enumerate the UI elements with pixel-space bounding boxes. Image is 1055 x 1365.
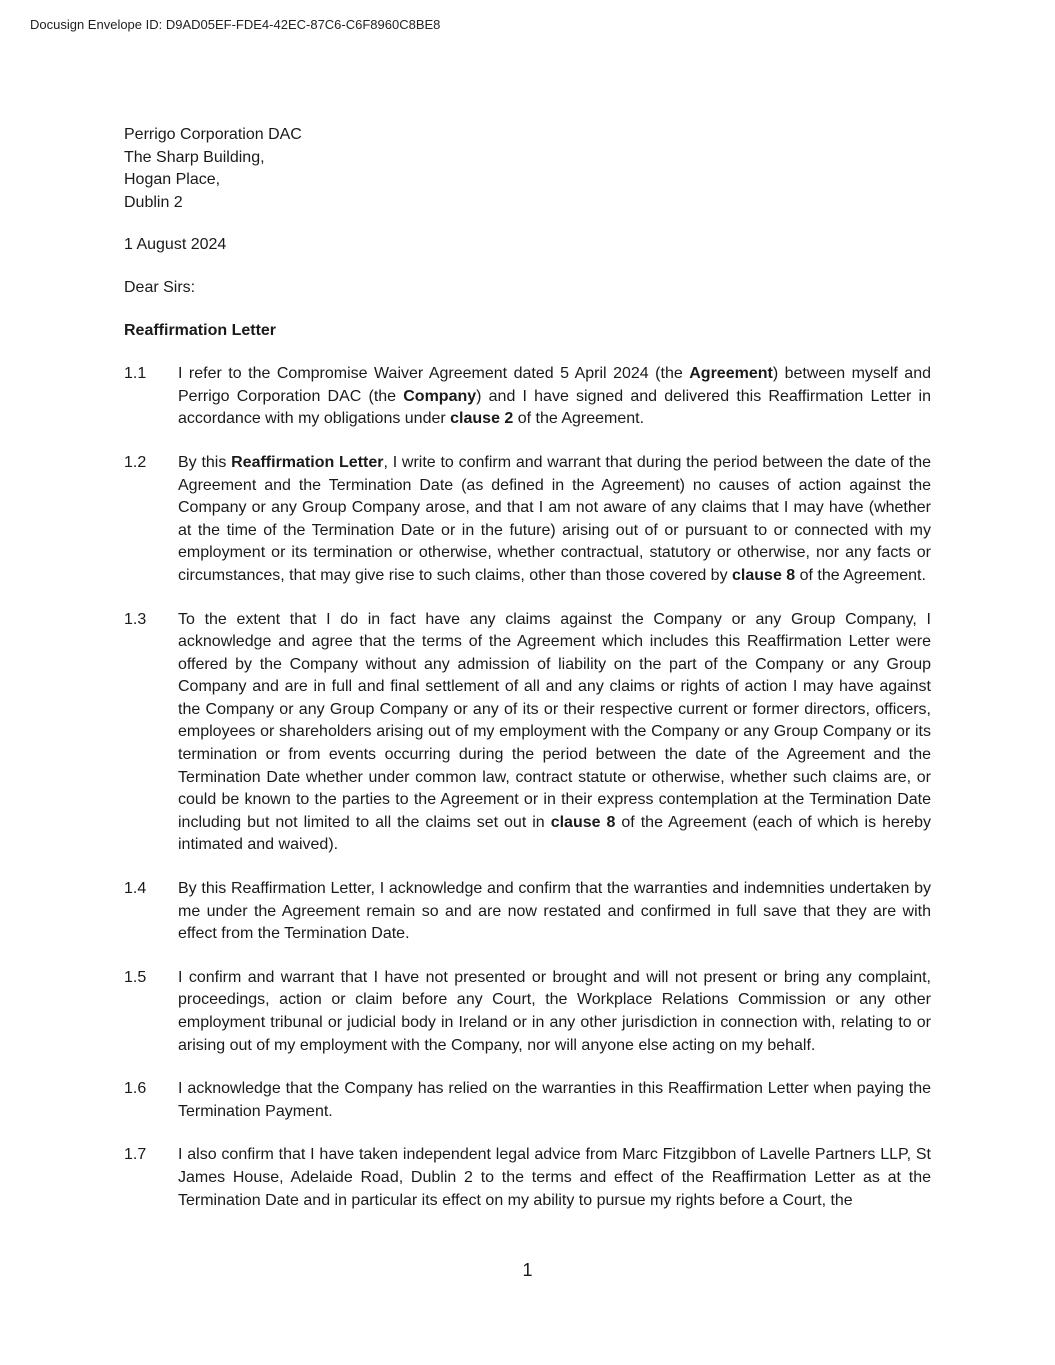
clause-number: 1.3 [124, 610, 147, 628]
clause-text-run: , I write to confirm and warrant that during the period between the date of the Agreement and the Termination Date (as defined in the Agreement) no causes of action against the Company or any Group Company arose, and that I am not aware of any claims that I may have (whether at the time of the Termination Date or in the future) arising out of or pursuant to or connected with my employment or its termination or otherwise, whether contractual, statutory or otherwise, nor any facts or circumstances, that may give rise to such claims, other than those covered by [178, 453, 931, 584]
clause-1-4 [124, 878, 931, 946]
clause-text-run: To the extent that I do in fact have any claims against the Company or any Group Company, I acknowledge and agree that the terms of the Agreement which includes this Reaffirmation Letter were offered by the Company without any admission of liability on the part of the Company or any Group Company and are in full and final settlement of all and any claims or rights of action I may have against the Company or any Group Company or any of its or their respective current or former directors, officers, employees or shareholders arising out of my employment with the Company or any Group Company or its termination or from events occurring during the period between the date of the Agreement and the Termination Date whether under common law, contract statute or otherwise, whether such claims are, or could be known to the parties to the Agreement or in their express contemplation at the Termination Date including but not limited to all the claims set out in [178, 610, 931, 831]
clause-1-7 [124, 1144, 931, 1212]
clause-number: 1.1 [124, 365, 147, 383]
letter-heading: Reaffirmation Letter [124, 321, 277, 339]
clause-text-run: of the Agreement (each of which is hereby intimated and waived). [178, 813, 932, 854]
address-line: Hogan Place, [124, 171, 221, 189]
clause-1-5 [124, 967, 931, 1057]
address-line: The Sharp Building, [124, 148, 265, 166]
address-line: Perrigo Corporation DAC [124, 126, 302, 143]
clause-text-run: ) and I have signed and delivered this Reaffirmation Letter in accordance with my obligations under [178, 387, 932, 428]
clause-text-run: By this Reaffirmation Letter, I acknowledge and confirm that the warranties and indemnities undertaken by me under the Agreement remain so and are now restated and confirmed in full save that they are with effect from the Termination Date. [178, 880, 931, 943]
clause-number: 1.2 [124, 453, 147, 471]
clause-list [124, 363, 931, 1212]
letter-date: 1 August 2024 [124, 236, 227, 254]
clause-text [178, 967, 931, 1057]
page-number: 1 [522, 1260, 533, 1280]
clause-text [178, 878, 931, 946]
envelope-id: Docusign Envelope ID: D9AD05EF-FDE4-42EC-87C6-C6F8960C8BE8 [30, 17, 441, 32]
clause-text-run: I refer to the Compromise Waiver Agreement dated 5 April 2024 (the [178, 365, 690, 383]
clause-bold-term: clause 2 [450, 410, 514, 428]
clause-text [178, 1144, 931, 1212]
clause-text [178, 609, 931, 858]
recipient-address [124, 124, 931, 214]
clause-text-run: of the Agreement. [513, 410, 645, 428]
salutation: Dear Sirs: [124, 278, 196, 296]
clause-text [178, 452, 931, 588]
clause-number: 1.6 [124, 1080, 147, 1098]
clause-text-run: I acknowledge that the Company has relied on the warranties in this Reaffirmation Letter when paying the Termination Payment. [178, 1080, 931, 1120]
clause-bold-term: Agreement [689, 365, 773, 383]
clause-bold-term: clause 8 [732, 566, 796, 584]
clause-number: 1.7 [124, 1146, 147, 1164]
clause-text-run: ) between myself and Perrigo Corporation DAC (the [178, 365, 932, 405]
clause-text-run: I confirm and warrant that I have not presented or brought and will not present or bring any complaint, proceedings, action or claim before any Court, the Workplace Relations Commission or any other employment tribunal or judicial body in Ireland or in any other jurisdiction in connection with, relating to or arising out of my employment with the Company, nor will anyone else acting on my behalf. [178, 968, 931, 1054]
clause-number: 1.5 [124, 968, 147, 986]
clause-text [178, 363, 931, 431]
clause-1-1 [124, 363, 931, 431]
clause-bold-term: clause 8 [550, 813, 616, 831]
clause-text [178, 1078, 931, 1123]
clause-text-run: By this [178, 453, 232, 471]
clause-number: 1.4 [124, 880, 147, 898]
letter-body [124, 124, 931, 1233]
address-line: Dublin 2 [124, 193, 183, 211]
clause-1-6 [124, 1078, 931, 1123]
clause-bold-term: Company [403, 387, 477, 405]
clause-text-run: I also confirm that I have taken independent legal advice from Marc Fitzgibbon of Lavelle Partners LLP, St James House, Adelaide Road, Dublin 2 to the terms and effect of the Reaffirmation Letter as at the Termination Date and in particular its effect on my ability to pursue my rights before a Court, the [178, 1146, 931, 1209]
clause-1-3 [124, 609, 931, 858]
clause-bold-term: Reaffirmation Letter [231, 453, 384, 471]
clause-1-2 [124, 452, 931, 588]
clause-text-run: of the Agreement. [795, 566, 926, 584]
